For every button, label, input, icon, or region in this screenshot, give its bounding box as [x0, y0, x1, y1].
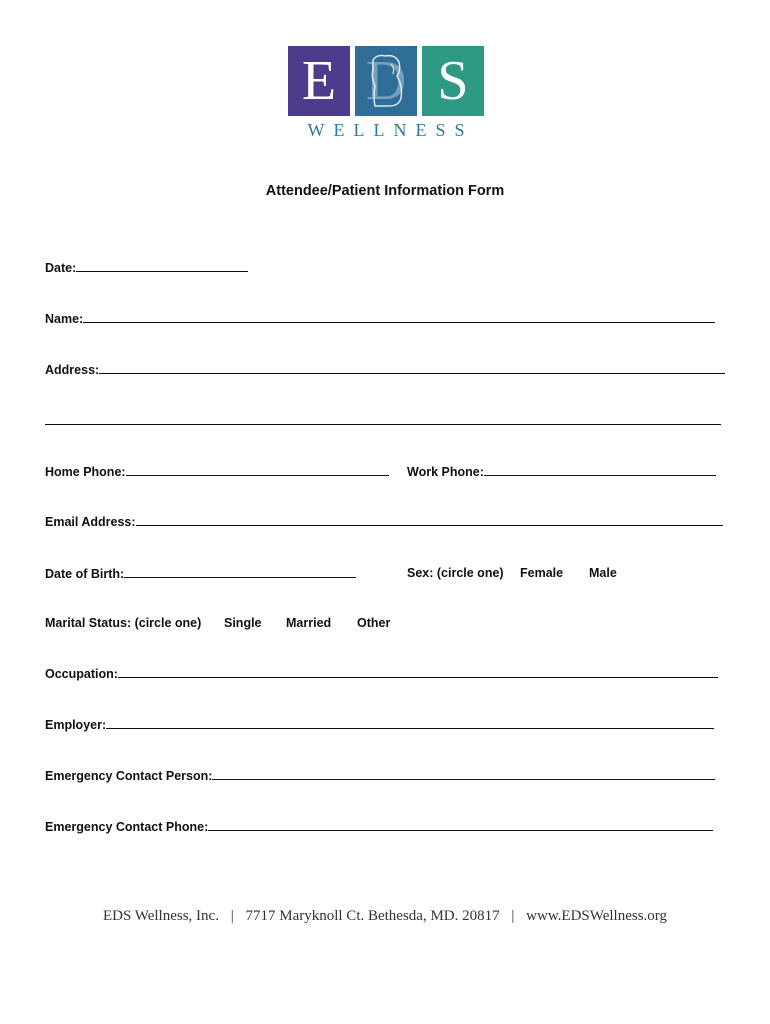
sex-option-male[interactable]: Male — [589, 566, 617, 580]
emergency-phone-line[interactable] — [208, 818, 713, 831]
logo-letter-d: D — [365, 50, 407, 112]
dob-line[interactable] — [124, 565, 356, 578]
date-line[interactable] — [76, 259, 248, 272]
emergency-phone-label: Emergency Contact Phone: — [45, 820, 209, 834]
home-phone-line[interactable] — [126, 463, 389, 476]
emergency-person-label: Emergency Contact Person: — [45, 769, 213, 783]
emergency-person-field[interactable] — [45, 767, 715, 784]
logo-wordmark: WELLNESS — [307, 120, 474, 140]
home-phone-field[interactable] — [45, 463, 389, 480]
employer-line[interactable] — [106, 716, 714, 729]
occupation-line[interactable] — [118, 665, 718, 678]
home-phone-label: Home Phone: — [45, 465, 126, 479]
logo-letter-s: S — [437, 50, 469, 112]
name-field[interactable] — [45, 310, 715, 327]
name-label: Name: — [45, 312, 84, 326]
logo-letter-e: E — [301, 50, 337, 112]
dob-field[interactable] — [45, 565, 356, 582]
sex-option-female[interactable]: Female — [520, 566, 564, 580]
dob-label: Date of Birth: — [45, 567, 125, 581]
name-line[interactable] — [83, 310, 715, 323]
marital-status-label: Marital Status: (circle one) — [45, 616, 202, 630]
emergency-person-line[interactable] — [212, 767, 715, 780]
occupation-field[interactable] — [45, 665, 718, 682]
email-label: Email Address: — [45, 515, 136, 529]
email-field[interactable] — [45, 513, 723, 530]
marital-option-other[interactable]: Other — [357, 616, 391, 630]
footer-company: EDS Wellness, Inc. — [102, 908, 219, 924]
emergency-phone-field[interactable] — [45, 818, 713, 835]
work-phone-label: Work Phone: — [407, 465, 484, 479]
date-label: Date: — [45, 261, 77, 275]
email-line[interactable] — [136, 513, 723, 526]
eds-wellness-logo — [288, 46, 484, 142]
occupation-label: Occupation: — [45, 667, 118, 681]
footer-separator: | — [511, 908, 515, 924]
employer-label: Employer: — [45, 718, 107, 732]
footer-separator: | — [230, 908, 234, 924]
logo-tile-s — [422, 46, 484, 116]
figure-silhouette-icon — [355, 46, 417, 116]
marital-option-single[interactable]: Single — [224, 616, 262, 630]
work-phone-field[interactable] — [407, 463, 716, 480]
address-line-2[interactable] — [45, 424, 721, 425]
date-field[interactable] — [45, 259, 248, 276]
address-label: Address: — [45, 363, 100, 377]
form-title: Attendee/Patient Information Form — [265, 183, 505, 199]
marital-option-married[interactable]: Married — [286, 616, 332, 630]
employer-field[interactable] — [45, 716, 714, 733]
logo-tile-e — [288, 46, 350, 116]
address-line[interactable] — [99, 361, 725, 374]
footer-address: 7717 Maryknoll Ct. Bethesda, MD. 20817 — [245, 908, 500, 924]
address-field[interactable] — [45, 361, 725, 378]
logo-tile-d — [355, 46, 417, 116]
footer — [0, 908, 770, 925]
footer-website[interactable]: www.EDSWellness.org — [526, 908, 668, 924]
sex-label: Sex: (circle one) — [407, 566, 504, 580]
work-phone-line[interactable] — [484, 463, 716, 476]
